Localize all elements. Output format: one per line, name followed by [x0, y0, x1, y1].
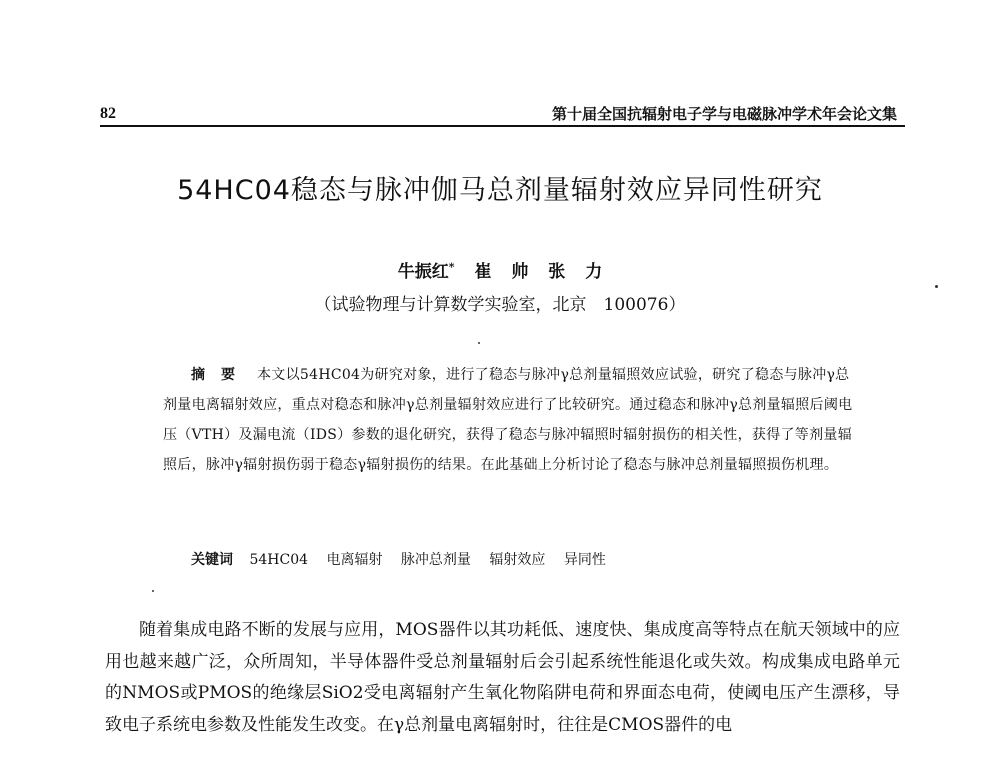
keyword: 异同性 [563, 552, 606, 568]
first-author: 牛振红 [397, 262, 449, 282]
keyword: 54HC04 [249, 552, 309, 568]
page-number: 82 [100, 105, 116, 122]
scan-speck [152, 590, 154, 592]
scan-speck [478, 342, 480, 344]
abstract-label: 摘要 [191, 367, 251, 383]
keyword: 脉冲总剂量 [400, 552, 471, 568]
running-title: 第十届全国抗辐射电子学与电磁脉冲学术年会论文集 [551, 105, 897, 123]
keyword: 电离辐射 [326, 552, 383, 568]
authors [0, 257, 1000, 282]
keyword: 辐射效应 [489, 552, 546, 568]
keywords [191, 549, 620, 569]
running-header [100, 103, 905, 127]
body-paragraph: 随着集成电路不断的发展与应用，MOS器件以其功耗低、速度快、集成度高等特点在航天领域中的应用也越来越广泛，众所周知，半导体器件受总剂量辐射后会引起系统性能退化或失效。构成集成电路单元的NMOS或PMOS的绝缘层SiO2受电离辐射产生氧化物陷阱电荷和界面态电荷，使阈电压产生漂移，导致电子系统电参数及性能发生改变。在γ总剂量电离辐射时，往往是CMOS器件的电 [105, 620, 900, 735]
scan-speck [935, 285, 938, 288]
keywords-label: 关键词 [191, 552, 233, 568]
abstract-text: 本文以54HC04为研究对象，进行了稳态与脉冲γ总剂量辐照效应试验，研究了稳态与脉冲γ总剂量电离辐射效应，重点对稳态和脉冲γ总剂量辐射效应进行了比较研究。通过稳态和脉冲γ总剂量辐照后阈电压（VTH）及漏电流（IDS）参数的退化研究，获得了稳态与脉冲辐照时辐射损伤的相关性，获得了等剂量辐照后，脉冲γ辐射损伤弱于稳态γ辐射损伤的结果。在此基础上分析讨论了稳态与脉冲总剂量辐照损伤机理。 [163, 367, 853, 473]
abstract [163, 360, 853, 480]
paper-title: 54HC04稳态与脉冲伽马总剂量辐射效应异同性研究 [177, 175, 823, 206]
author-mark: * [448, 260, 455, 274]
affiliation: （试验物理与计算数学实验室，北京 100076） [314, 295, 686, 315]
co-authors: 崔 帅 张 力 [474, 262, 603, 282]
